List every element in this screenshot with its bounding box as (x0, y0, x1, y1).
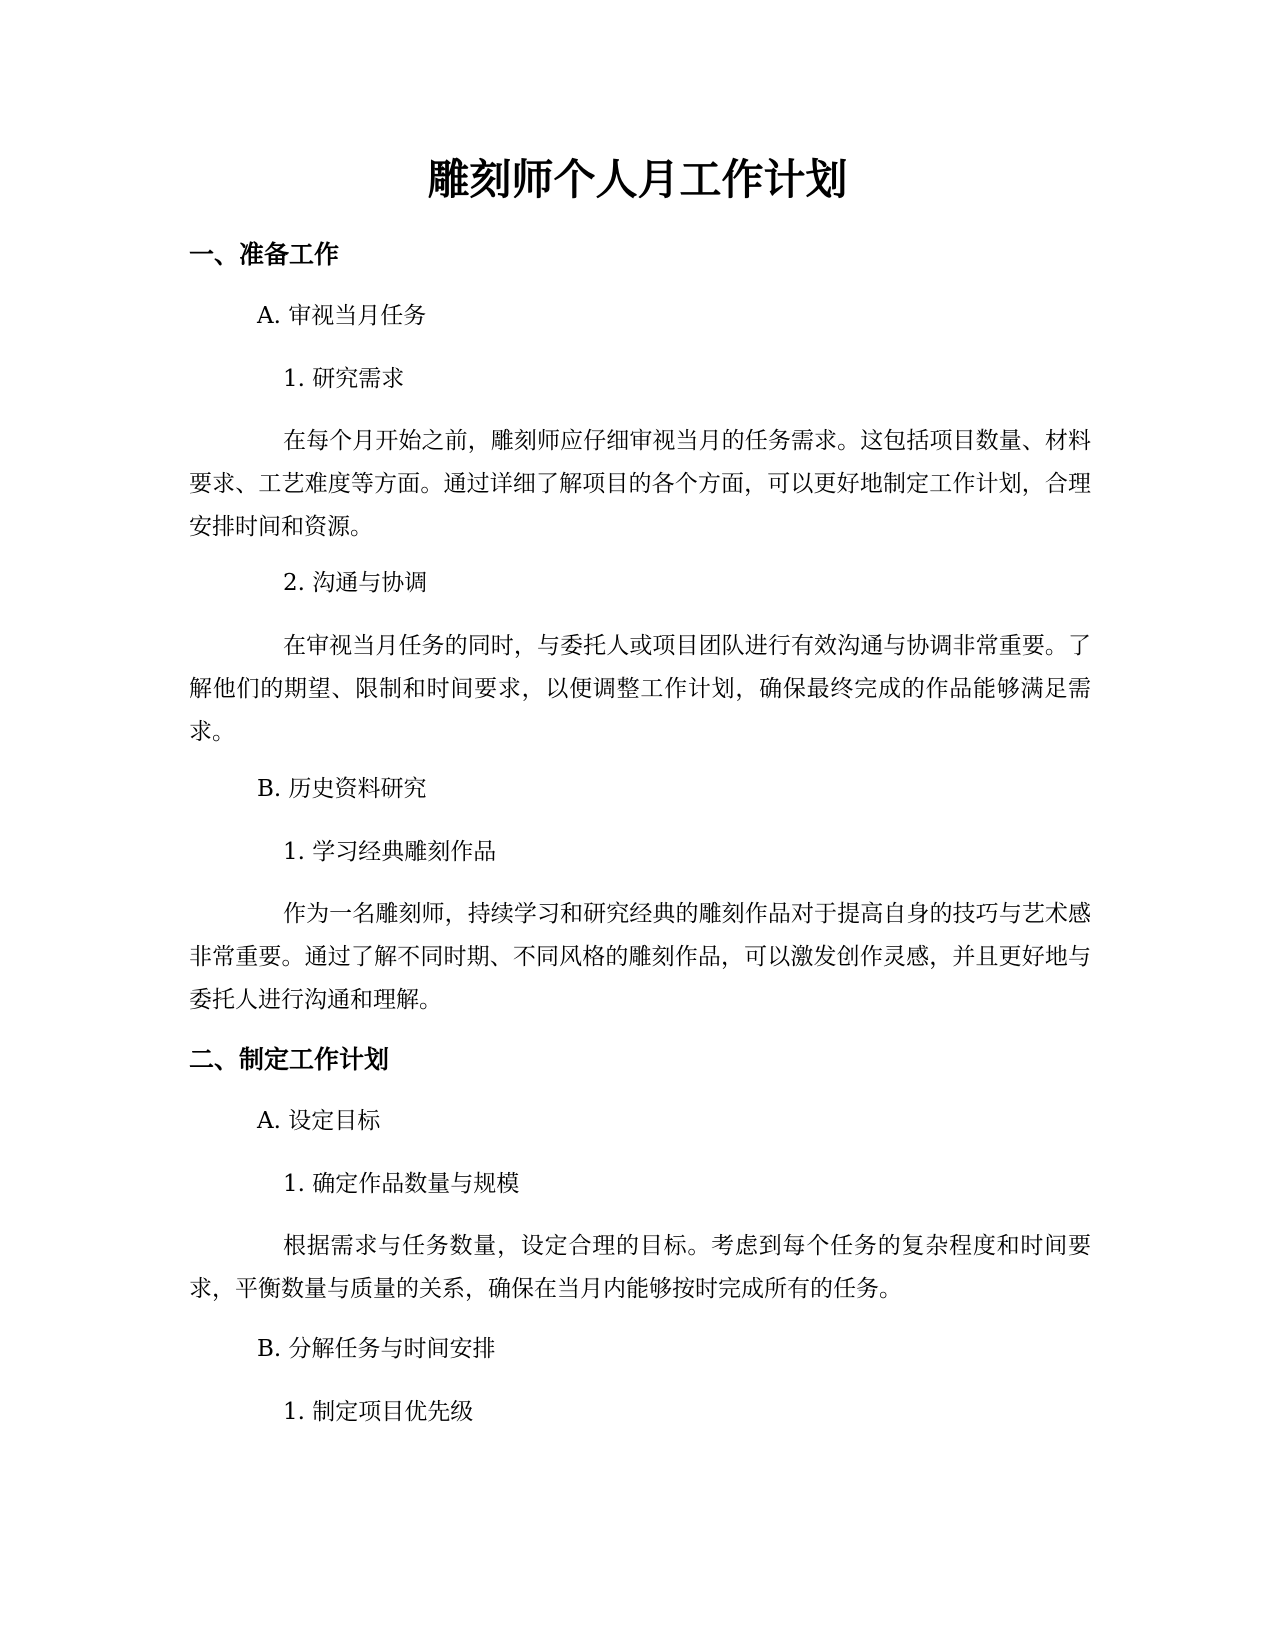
item-label: 1. 制定项目优先级 (283, 1399, 474, 1425)
item-label: 1. 学习经典雕刻作品 (283, 839, 497, 865)
section-heading: 一、准备工作 (189, 240, 340, 269)
subsection-label: A. 审视当月任务 (257, 303, 427, 329)
section-heading: 二、制定工作计划 (189, 1045, 390, 1074)
item-label: 1. 研究需求 (283, 366, 405, 392)
subsection-label: B. 分解任务与时间安排 (257, 1336, 496, 1362)
page-title: 雕刻师个人月工作计划 (427, 155, 848, 204)
paragraph: 在每个月开始之前，雕刻师应仔细审视当月的任务需求。这包括项目数量、材料要求、工艺难度等方面。通过详细了解项目的各个方面，可以更好地制定工作计划，合理安排时间和资源。 (189, 428, 1091, 540)
paragraph: 作为一名雕刻师，持续学习和研究经典的雕刻作品对于提高自身的技巧与艺术感非常重要。通过了解不同时期、不同风格的雕刻作品，可以激发创作灵感，并且更好地与委托人进行沟通和理解。 (189, 901, 1091, 1013)
item-label: 1. 确定作品数量与规模 (283, 1171, 520, 1197)
subsection-label: A. 设定目标 (257, 1108, 381, 1134)
paragraph: 根据需求与任务数量，设定合理的目标。考虑到每个任务的复杂程度和时间要求，平衡数量与质量的关系，确保在当月内能够按时完成所有的任务。 (189, 1233, 1091, 1302)
subsection-label: B. 历史资料研究 (257, 776, 427, 802)
item-label: 2. 沟通与协调 (283, 570, 428, 596)
paragraph: 在审视当月任务的同时，与委托人或项目团队进行有效沟通与协调非常重要。了解他们的期望、限制和时间要求，以便调整工作计划，确保最终完成的作品能够满足需求。 (189, 633, 1091, 745)
